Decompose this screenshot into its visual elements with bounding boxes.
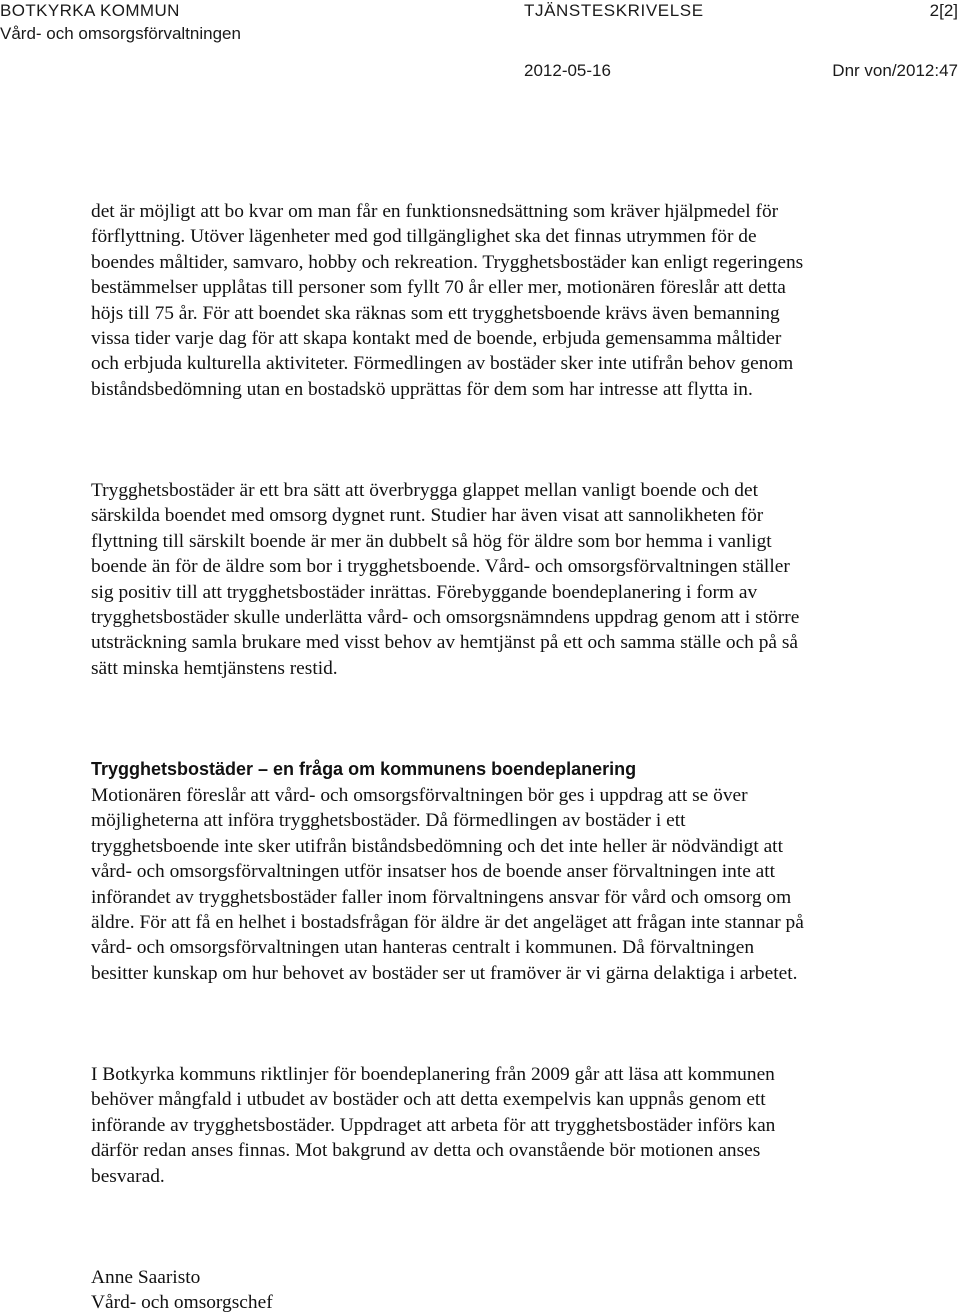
organization-name: BOTKYRKA KOMMUN xyxy=(0,1,180,20)
body-paragraph-3: Motionären föreslår att vård- och omsorgsförvaltningen bör ges i uppdrag att se över möjligheterna att införa trygghetsbostäder. Då förmedlingen av bostäder i ett trygghetsboende inte sker utifrån biståndsbedömning och det inte heller är nödvändigt att vård- och omsorgsförvaltningen utför insatser hos de boende anser förvaltningen inte att införandet av trygghetsbostäder faller inom förvaltningens ansvar för vård och omsorg om äldre. För att få en helhet i bostadsfrågan för äldre är det angeläget att frågan inte stannar på vård- och omsorgsförvaltningen utan hanteras centralt i kommunen. Då förvaltningen besitter kunskap om hur behovet av bostäder ser ut framöver är vi gärna delaktiga i arbetet. xyxy=(91,785,804,984)
department-name: Vård- och omsorgsförvaltningen xyxy=(0,24,241,43)
document-date: 2012-05-16 xyxy=(524,61,611,80)
page-number: 2[2] xyxy=(929,1,958,20)
body-paragraph-2: Trygghetsbostäder är ett bra sätt att överbrygga glappet mellan vanligt boende och det särskilda boendet med omsorg dygnet runt. Studier har även visat att sannolikheten för flyttning till särskilt boende är mer än dubbelt så hög för äldre som bor hemma i vanligt boende än för de äldre som bor i trygghetsboende. Vård- och omsorgsförvaltningen ställer sig positiv till att trygghetsbostäder inrättas. Förebyggande boendeplanering i form av trygghetsbostäder skulle underlätta vård- och omsorgsnämndens uppdrag genom att i större utsträckning samla brukare med visst behov av hemtjänst på ett och samma ställe och på så sätt minska hemtjänstens restid. xyxy=(91,480,800,679)
signature-block xyxy=(91,1265,273,1316)
section-heading: Trygghetsbostäder – en fråga om kommunens boendeplanering xyxy=(91,759,637,779)
signatory-name: Anne Saaristo xyxy=(91,1267,201,1288)
reference-number: Dnr von/2012:47 xyxy=(832,61,958,80)
body-paragraph-4: I Botkyrka kommuns riktlinjer för boendeplanering från 2009 går att läsa att kommunen behöver mångfald i utbudet av bostäder och att detta exempelvis kan uppnås genom ett införande av trygghetsbostäder. Uppdraget att arbeta för att trygghetsbostäder införs kan därför redan anses finnas. Mot bakgrund av detta och ovanstående bör motionen anses besvarad. xyxy=(91,1064,776,1187)
signatory-title: Vård- och omsorgschef xyxy=(91,1292,273,1314)
body-paragraph-1: det är möjligt att bo kvar om man får en funktionsnedsättning som kräver hjälpmedel för förflyttning. Utöver lägenheter med god tillgänglighet ska det finnas utrymmen för de boendes måltider, samvaro, hobby och rekreation. Trygghetsbostäder kan enligt regeringens bestämmelser upplåtas till personer som fyllt 70 år eller mer, motionären föreslår att detta höjs till 75 år. För att boendet ska räknas som ett trygghetsboende krävs även bemanning vissa tider varje dag för att skapa kontakt med de boende, erbjuda gemensamma måltider och erbjuda kulturella aktiviteter. Förmedlingen av bostäder sker inte utifrån behov genom biståndsbedömning utan en bostadskö upprättas för dem som har intresse att flytta in. xyxy=(91,201,804,400)
document-type: TJÄNSTESKRIVELSE xyxy=(524,1,704,20)
